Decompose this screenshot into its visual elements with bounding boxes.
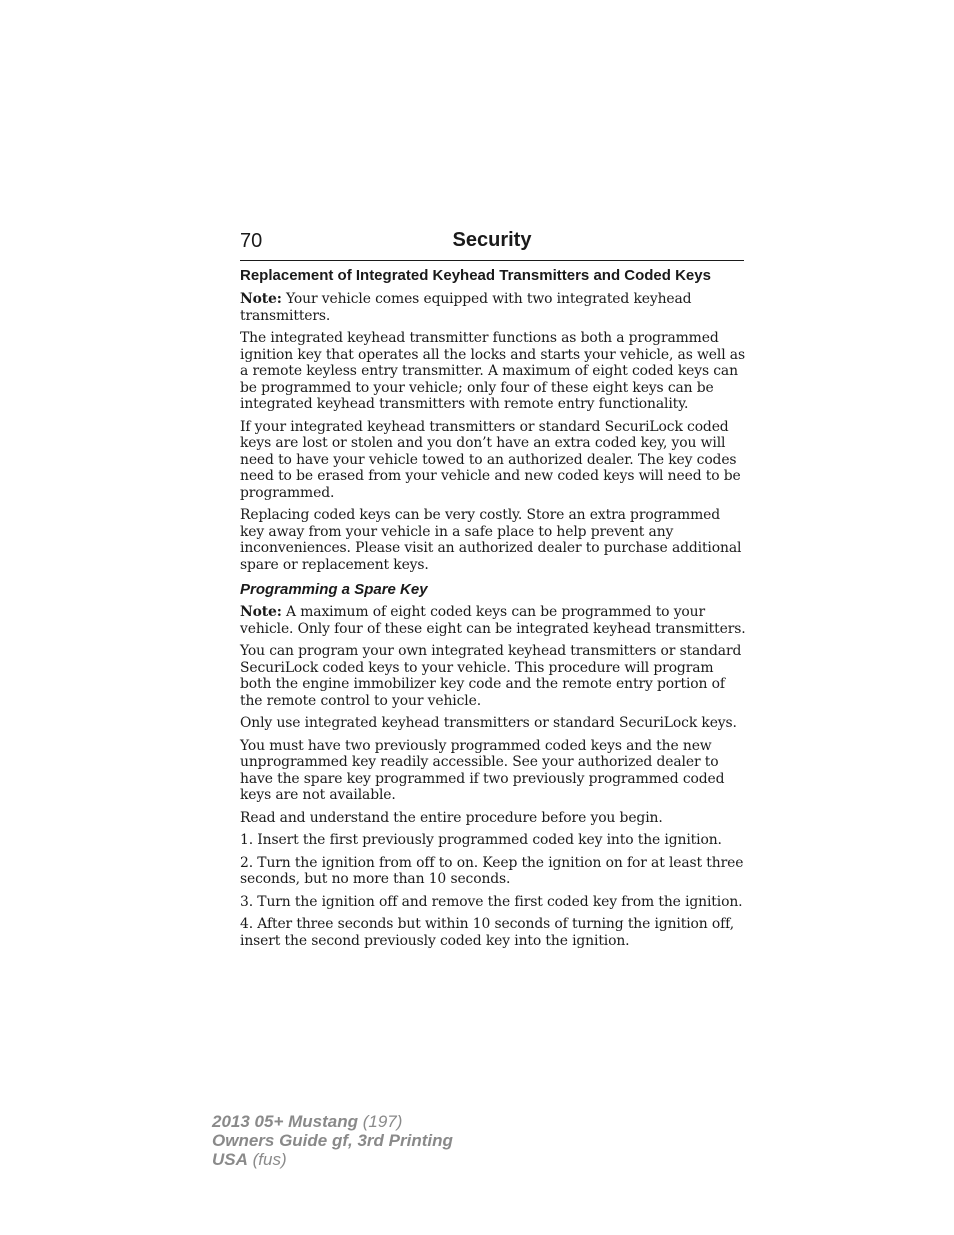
page-header: [240, 228, 744, 261]
footer-line-guide: [212, 1131, 453, 1150]
procedure-step: 2. Turn the ignition from off to on. Keep the ignition on for at least three seconds, but no more than 10 seconds.: [240, 854, 744, 887]
note-paragraph: [240, 291, 746, 324]
footer-guide: Owners Guide gf, 3rd Printing: [212, 1131, 453, 1150]
page-footer: [212, 1112, 453, 1169]
procedure-step: 1. Insert the first previously programmed coded key into the ignition.: [240, 832, 722, 848]
body-paragraph: The integrated keyhead transmitter functions as both a programmed ignition key that operates all the locks and starts your vehicle, as well as a remote keyless entry transmitter. A maximum of eight coded keys can be programmed to your vehicle; only four of these eight keys can be integrated keyhead transmitters with remote entry functionality.: [240, 330, 745, 412]
procedure-step: 3. Turn the ignition off and remove the first coded key from the ignition.: [240, 893, 743, 910]
footer-market: USA: [212, 1150, 248, 1169]
footer-market-code: (fus): [247, 1150, 287, 1169]
footer-line-model: [212, 1112, 453, 1131]
page-number: 70: [240, 230, 263, 252]
section-heading: Replacement of Integrated Keyhead Transmitters and Coded Keys: [240, 267, 711, 284]
note-label: Note:: [240, 291, 282, 307]
section-title: Security: [452, 229, 532, 251]
page-content: [240, 266, 746, 955]
footer-model: 2013 05+ Mustang: [212, 1112, 358, 1131]
body-paragraph: Read and understand the entire procedure before you begin.: [240, 809, 663, 826]
footer-line-market: [212, 1150, 453, 1169]
body-paragraph: You can program your own integrated keyhead transmitters or standard SecuriLock coded keys to your vehicle. This procedure will program both the engine immobilizer key code and the remote entry portion of the remote control to your vehicle.: [240, 643, 742, 709]
body-paragraph: You must have two previously programmed coded keys and the new unprogrammed key readily accessible. See your authorized dealer to have the spare key programmed if two previously programmed coded keys are not available.: [240, 737, 725, 803]
procedure-step: 4. After three seconds but within 10 seconds of turning the ignition off, insert the second previously coded key into the ignition.: [240, 916, 734, 949]
body-paragraph: Only use integrated keyhead transmitters or standard SecuriLock keys.: [240, 715, 737, 731]
note-paragraph: [240, 604, 746, 637]
note-text: A maximum of eight coded keys can be programmed to your vehicle. Only four of these eight can be integrated keyhead transmitters.: [240, 604, 746, 637]
footer-model-code: (197): [358, 1112, 403, 1131]
body-paragraph: Replacing coded keys can be very costly. Store an extra programmed key away from your vehicle in a safe place to help prevent any inconveniences. Please visit an authorized dealer to purchase additional spare or replacement keys.: [240, 507, 742, 573]
note-text: Your vehicle comes equipped with two integrated keyhead transmitters.: [240, 291, 692, 324]
note-label: Note:: [240, 604, 282, 620]
subsection-heading: Programming a Spare Key: [240, 581, 428, 598]
body-paragraph: If your integrated keyhead transmitters or standard SecuriLock coded keys are lost or stolen and you don’t have an extra coded key, you will need to have your vehicle towed to an authorized dealer. The key codes need to be erased from your vehicle and new coded keys will need to be programmed.: [240, 418, 741, 501]
